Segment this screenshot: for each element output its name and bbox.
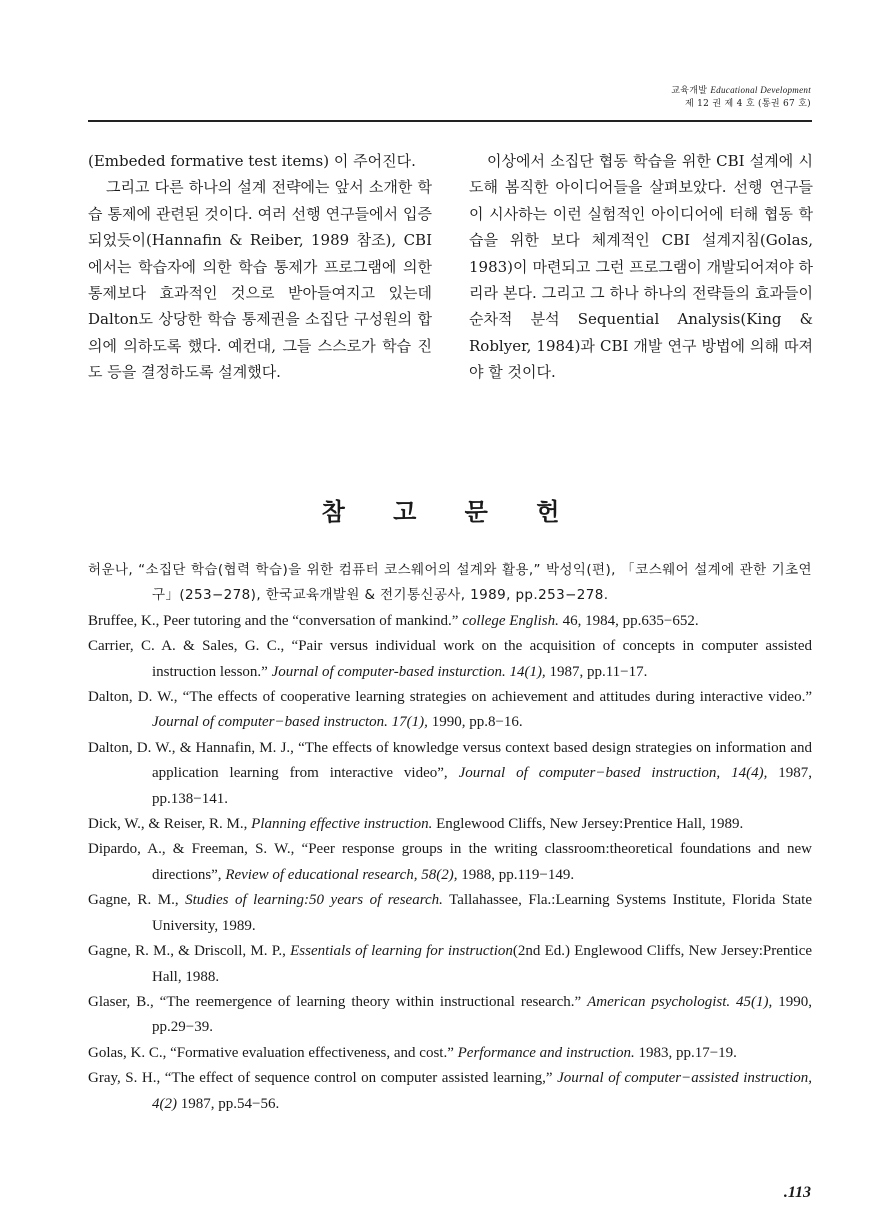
reference-entry: Glaser, B., “The reemergence of learning theory within instructional research.” American psychologist. 45(1), 1990, pp.29−39. xyxy=(88,993,812,1036)
reference-entry: Dalton, D. W., “The effects of cooperative learning strategies on achievement and attitudes during interactive video.” Journal of computer−based instructon. 17(1), 1990, pp.8−16. xyxy=(88,689,812,731)
page-number: .113 xyxy=(783,1184,811,1201)
reference-entry: Golas, K. C., “Formative evaluation effectiveness, and cost.” Performance and instruction. 1983, pp.17−19. xyxy=(88,1044,737,1061)
reference-entry: Gray, S. H., “The effect of sequence control on computer assisted learning,” Journal of computer−assisted instruction, 4(2) 1987, pp.54−56. xyxy=(88,1070,812,1112)
reference-entry: Dick, W., & Reiser, R. M., Planning effective instruction. Englewood Cliffs, New Jersey:Prentice Hall, 1989. xyxy=(88,816,744,833)
journal-name-english: Educational Development xyxy=(710,85,811,95)
right-column xyxy=(469,148,813,386)
reference-entry: 허운나, “소집단 학습(협력 학습)을 위한 컴퓨터 코스웨어의 설계와 활용,” 박성익(편), 「코스웨어 설계에 관한 기초연구」(253−278), 한국교육개발원 & 전기통신공사, 1989, pp.253−278. xyxy=(88,562,812,604)
reference-entry: Gagne, R. M., Studies of learning:50 years of research. Tallahassee, Fla.:Learning Systems Institute, Florida State University, 1989. xyxy=(88,892,812,934)
reference-entry: Bruffee, K., Peer tutoring and the “conversation of mankind.” college English. 46, 1984, pp.635−652. xyxy=(88,612,699,629)
running-header xyxy=(671,84,811,111)
header-rule xyxy=(88,120,812,122)
journal-name-korean: 교육개발 xyxy=(671,86,708,96)
journal-name xyxy=(671,84,811,98)
issue-info: 제 12 권 제 4 호 (통권 67 호) xyxy=(685,99,811,109)
reference-list xyxy=(88,558,812,1117)
left-paragraph-2: 그리고 다른 하나의 설계 전략에는 앞서 소개한 학습 통제에 관련된 것이다. 여러 선행 연구들에서 입증되었듯이(Hannafin & Reiber, 1989 참조), CBI에서는 학습자에 의한 학습 통제가 프로그램에 의한 통제보다 효과적인 것으로 받아들여지고 있는데 Dalton도 상당한 학습 통제권을 소집단 구성원의 합의에 의하도록 했다. 예컨대, 그들 스스로가 학습 진도 등을 결정하도록 설계했다. xyxy=(88,178,432,382)
left-column xyxy=(88,148,432,386)
reference-entry: Dalton, D. W., & Hannafin, M. J., “The effects of knowledge versus context based design strategies on information and application learning from interactive video”, Journal of computer−based instruction, 14(4), 1987, pp.138−141. xyxy=(88,739,812,807)
left-paragraph-1: (Embeded formative test items) 이 주어진다. xyxy=(88,152,416,170)
reference-entry: Carrier, C. A. & Sales, G. C., “Pair versus individual work on the acquisition of concepts in computer assisted instruction lesson.” Journal of computer-based insturction. 14(1), 1987, pp.11−17. xyxy=(88,638,812,680)
right-paragraph-1: 이상에서 소집단 협동 학습을 위한 CBI 설계에 시도해 봄직한 아이디어들을 살펴보았다. 선행 연구들이 시사하는 이런 실험적인 아이디어에 터해 협동 학습을 위한 보다 체계적인 CBI 설계지침(Golas, 1983)이 마련되고 그런 프로그램이 개발되어져야 하리라 본다. 그리고 그 하나 하나의 전략들의 효과들이 순차적 분석 Sequential Analysis(King & Roblyer, 1984)과 CBI 개발 연구 방법에 의해 따져야 할 것이다. xyxy=(469,152,813,382)
references-heading: 참 고 문 헌 xyxy=(321,497,580,526)
reference-entry: Dipardo, A., & Freeman, S. W., “Peer response groups in the writing classroom:theoretical foundations and new directions”, Review of educational research, 58(2), 1988, pp.119−149. xyxy=(88,841,812,883)
reference-entry: Gagne, R. M., & Driscoll, M. P., Essentials of learning for instruction(2nd Ed.) Englewood Cliffs, New Jersey:Prentice Hall, 1988. xyxy=(88,943,813,985)
